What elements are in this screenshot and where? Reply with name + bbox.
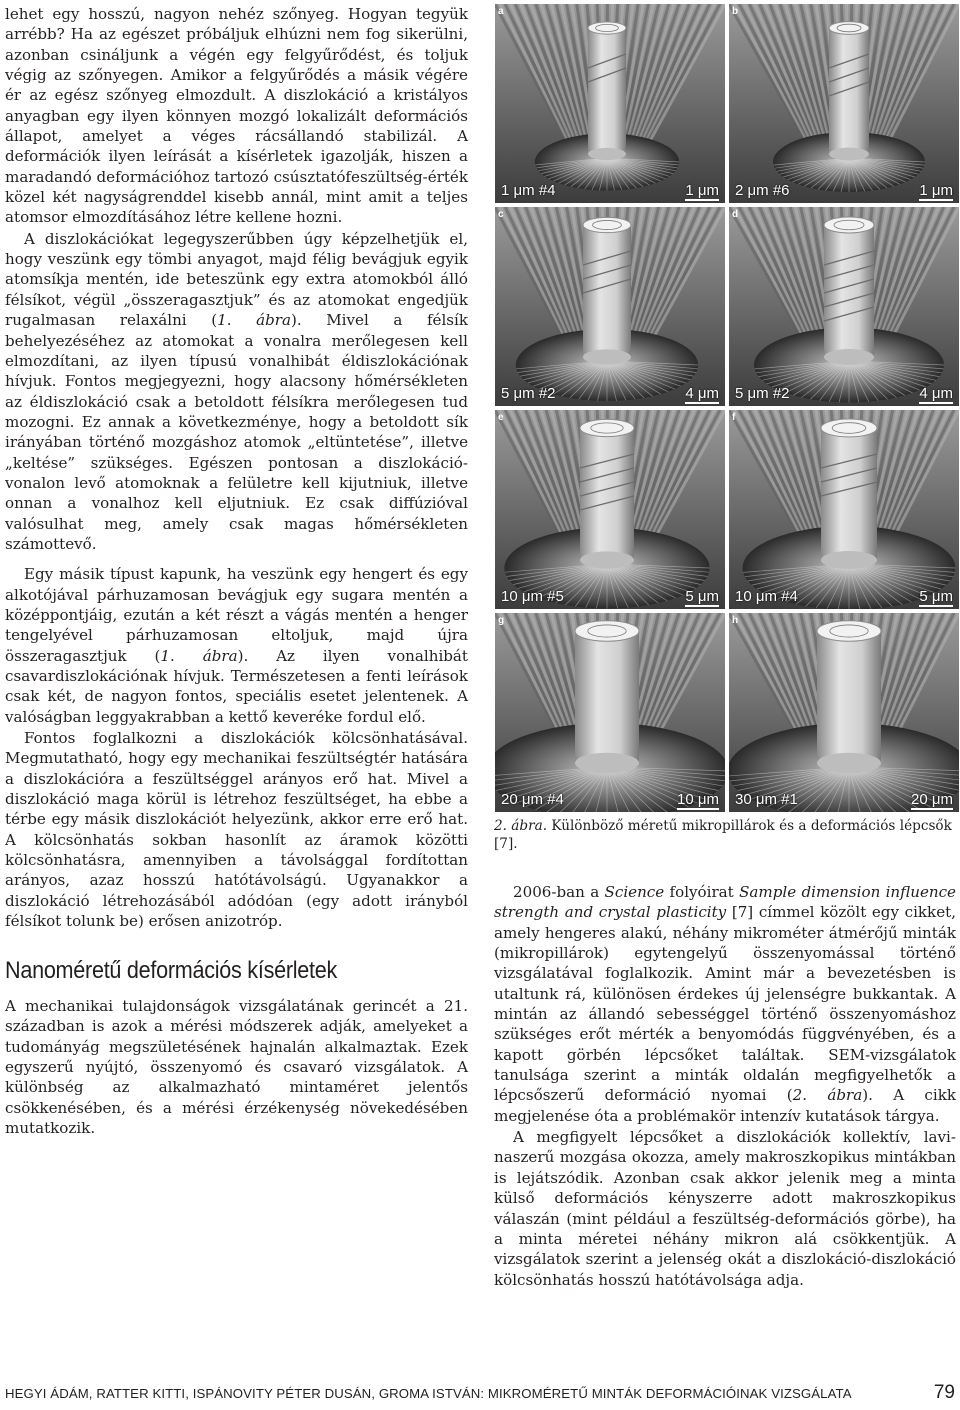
panel-scale-bar: 5 μm xyxy=(685,588,719,605)
panel-sample-label: 2 μm #6 xyxy=(735,182,790,199)
panel-scale-bar: 20 μm xyxy=(911,791,953,808)
paragraph: A megfigyelt lépcsőket a diszlokációk kollektív, lavinaszerű mozgása okozza, amely makroszkopikus mintákban is lejátszódik. Azonban csak akkor jelenik meg a minta külső deformációs kényszerre adott makroszkopikus válaszán (mint például a feszültség-deformációs görbe), ha a minta méretei néhány mikron alá csökkentjük. A vizsgálatok szerint a jelenség okát a diszlokáció-diszlokáció kölcsönhatás hosszú hatótávolsága adja. xyxy=(494,1128,956,1289)
panel-sample-label: 5 μm #2 xyxy=(735,385,790,402)
right-column xyxy=(494,882,956,1290)
panel-letter: c xyxy=(498,209,504,220)
micropillar-image xyxy=(495,207,725,406)
sem-panel-h xyxy=(729,613,959,812)
paragraph: 2006-ban a Science folyóirat Sample dimension influence strength and crystal plasticity [7] címmel közölt egy cikket, amely hengeres alakú, néhány mikrométer átmérőjű minták (mikropillárok) egytengelyű összenyomással történő vizsgálatával foglalkozik. Amint már a bevezetésben is utaltunk rá, különösen érdekes új jelenségre bukkantak. A mintán az állandó sebességgel történő összenyomáshoz szükséges erőt mérték a benyomódás függvényében, és a kapott görbén lépcsőket találtak. SEM-vizsgálatok tanulsága szerint a minták oldalán megfigyelhetők a lépcsőszerű deformáció nyomai (2. ábra). A cikk megjelenése óta a problémakör intenzív kutatások tárgya. xyxy=(494,883,956,1125)
panel-letter: h xyxy=(732,615,739,626)
journal-name: Science xyxy=(604,883,665,901)
panel-scale-bar: 1 μm xyxy=(685,182,719,199)
paragraph: lehet egy hosszú, nagyon nehéz szőnyeg. Hogyan tegyük arrébb? Ha az egészet próbáljuk elhúzni nem fog sikerülni, azonban csináljunk a végén egy felgyűrődést, és toljuk végig az szőnyegen. Amikor a felgyűrődés a másik végére ér az egész szőnyeg elmozdult. A diszlokáció a kristályos anyagban egy ilyen könnyen mozgó lokalizált deformációs állapot, amelyet a véges rácsállandó stabilizál. A deformációk ilyen leírását a kísérletek igazolják, hiszen a maradandó deformációhoz tartozó csúsztatófeszültség-érték közel két nagyságrenddel kisebb annál, mint amit a teljes atomsor elmozdításához létre kellene hozni. xyxy=(5,5,468,227)
paragraph: Egy másik típust kapunk, ha veszünk egy hengert és egy alkotójával párhuzamosan bevágjuk egy sugara mentén a középpontjáig, ezután a két részt a vágás mentén a henger tengelyével párhuzamosan eltoljuk, majd újra összeragasztjuk (1. ábra). Az ilyen vonalhibát csavardiszlokációnak hívjuk. Természetesen a fenti leírások csak két, de nagyon fontos, speciális esetet jelentenek. A valóságban leggyakrabban a kettő keveréke fordul elő. xyxy=(5,565,468,726)
caption-text: Különböző méretű mikropillárok és a deformációs lépcsők [7]. xyxy=(494,818,952,852)
figure-reference: 1. ábra xyxy=(160,646,238,665)
panel-sample-label: 30 μm #1 xyxy=(735,791,798,808)
panel-scale-bar: 10 μm xyxy=(677,791,719,808)
panel-letter: f xyxy=(732,412,736,423)
micropillar-image xyxy=(729,613,959,812)
panel-sample-label: 5 μm #2 xyxy=(501,385,556,402)
micropillar-image xyxy=(495,613,725,812)
paragraph: Fontos foglalkozni a diszlokációk kölcsönhatásával. Megmutatható, hogy egy mechanikai feszültségtér hatására a diszlokációra a feszültséggel arányos erő hat. Mivel a diszlokáció maga körül is létrehoz feszültséget, ha ebbe a térbe egy másik diszlokációt helyezünk, akkor erre erő hat. A kölcsönhatás sokban hasonlít az áramok közötti kölcsönhatásra, amennyiben a távolsággal fordítottan arányos, azaz hosszú hatótávolságú. Ugyanakkor a diszlokáció létrehozásából adódóan (egy adott irányból félsíkot tolunk be) erősen anizotróp. xyxy=(5,729,468,931)
figure-reference: 1. ábra xyxy=(217,311,291,330)
panel-scale-bar: 5 μm xyxy=(919,588,953,605)
figure-2-micropillars xyxy=(495,4,959,812)
panel-letter: d xyxy=(732,209,739,220)
page-footer xyxy=(5,1382,955,1404)
panel-sample-label: 10 μm #5 xyxy=(501,588,564,605)
paragraph: A mechanikai tulajdonságok vizsgálatának gerincét a 21. században is azok a mérési módszerek adják, amelyeket a tudományág megszületésének hajnalán alkalmaztak. Ezek egyszerű nyújtó, összenyomó és csavaró vizsgálatok. A különbség az alkalmazható mintaméret jelentős csökkenésében, és a mérési érzékenység növekedésében mutatkozik. xyxy=(5,996,468,1137)
sem-panel-e xyxy=(495,410,725,609)
sem-panel-c xyxy=(495,207,725,406)
panel-letter: e xyxy=(498,412,504,423)
panel-scale-bar: 4 μm xyxy=(685,385,719,402)
caption-label: 2. ábra. xyxy=(494,818,548,834)
panel-sample-label: 1 μm #4 xyxy=(501,182,556,199)
sem-panel-b xyxy=(729,4,959,203)
article-title: Sample dimension influence strength and crystal plasticity xyxy=(494,883,956,922)
micropillar-image xyxy=(729,410,959,609)
panel-letter: a xyxy=(498,6,504,17)
panel-sample-label: 20 μm #4 xyxy=(501,791,564,808)
footer-authors: HEGYI ÁDÁM, RATTER KITTI, ISPÁNOVITY PÉTER DUSÁN, GROMA ISTVÁN: MIKROMÉRETŰ MINTÁK DEFORMÁCIÓINAK VIZSGÁLATA xyxy=(5,1386,852,1401)
panel-scale-bar: 4 μm xyxy=(919,385,953,402)
figure-reference: 2. ábra xyxy=(792,1086,863,1105)
figure-caption xyxy=(494,818,956,853)
micropillar-image xyxy=(495,410,725,609)
panel-sample-label: 10 μm #4 xyxy=(735,588,798,605)
paragraph: A diszlokációkat legegyszerűbben úgy képzelhetjük el, hogy veszünk egy tömbi anyagot, majd félig bevágjuk egyik atomsíkja mentén, ide beteszünk egy extra atomokból álló félsíkot, végül „összeragasztjuk” és az atomokat engedjük rugalmasan relaxálni (1. ábra). Mivel a félsík behelyezéséhez az atomokat a vonalra merőlegesen kell elmozdítani, az ilyen típusú vonalhibát éldiszlokációnak hívjuk. Fontos megjegyezni, hogy alacsony hőmérsékleten az éldiszlokáció csak a betoldott félsíkra merőlegesen tud mozogni. Ez annak a következménye, hogy a betoldott sík irányában történő mozgáshoz atomok „eltüntetése”, illetve „keltése” szükséges. Egészen pontosan a diszlokációvonalon levő atomoknak a felületre kell kijutniuk, illetve onnan a vonalhoz kell eljutniuk. Ez csak diffúzióval valósulhat meg, amely csak magas hőmérsékleten számottevő. xyxy=(5,229,469,553)
sem-panel-g xyxy=(495,613,725,812)
sem-panel-a xyxy=(495,4,725,203)
micropillar-image xyxy=(729,4,959,203)
section-heading: Nanoméretű deformációs kísérletek xyxy=(5,957,338,985)
sem-panel-d xyxy=(729,207,959,406)
panel-letter: g xyxy=(498,615,505,626)
page-number: 79 xyxy=(933,1382,955,1403)
micropillar-image xyxy=(729,207,959,406)
panel-scale-bar: 1 μm xyxy=(919,182,953,199)
micropillar-image xyxy=(495,4,725,203)
sem-panel-f xyxy=(729,410,959,609)
left-column xyxy=(5,4,468,1138)
panel-letter: b xyxy=(732,6,739,17)
